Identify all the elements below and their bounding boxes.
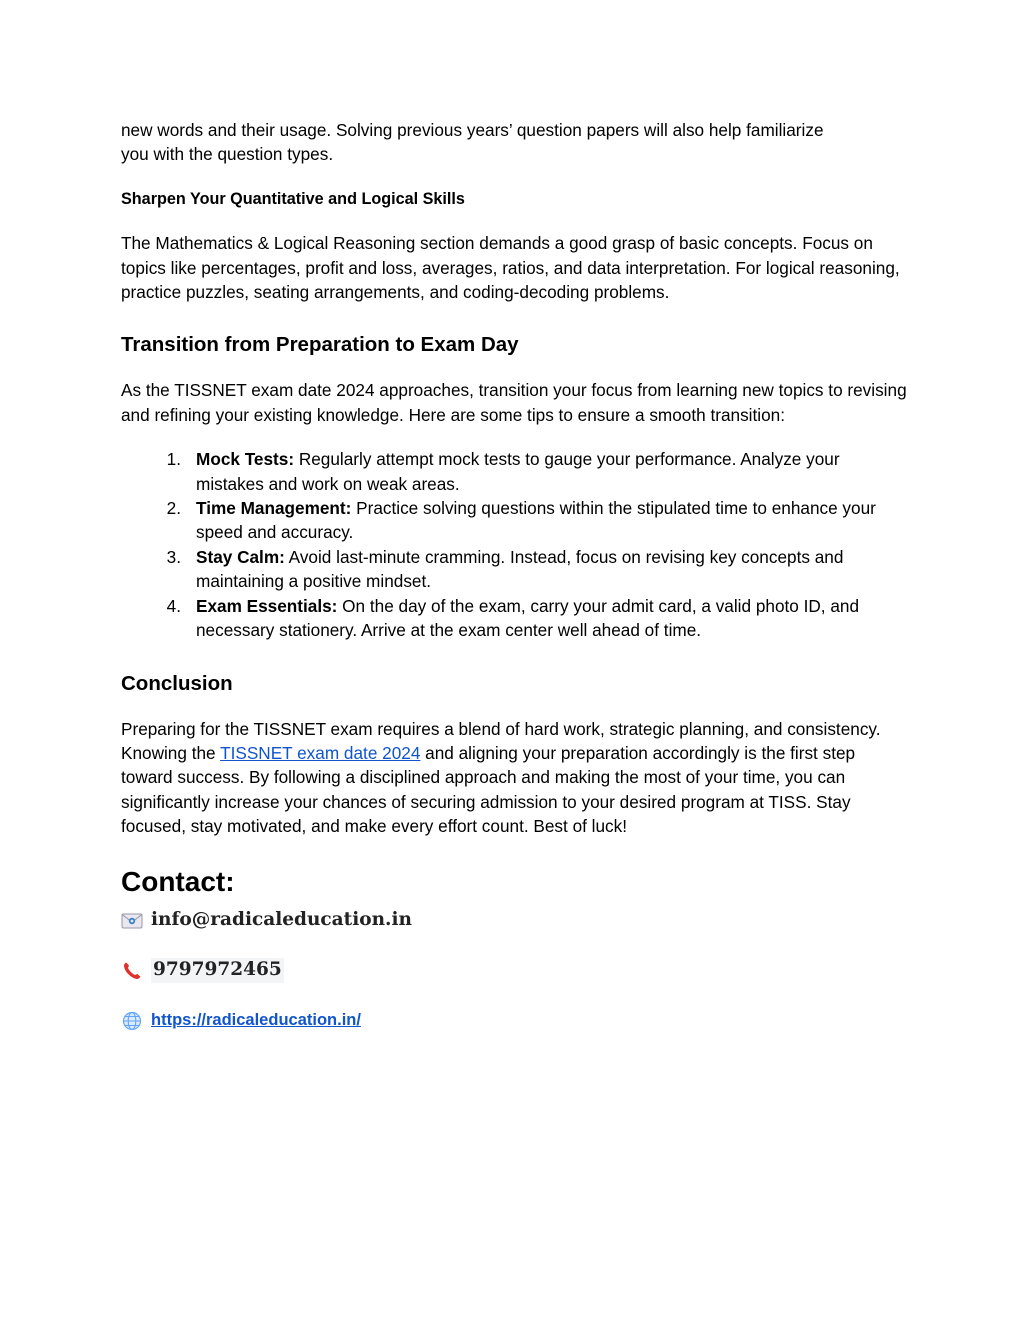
envelope-icon xyxy=(121,910,143,932)
website-link[interactable]: https://radicaleducation.in/ xyxy=(151,1011,361,1030)
transition-paragraph: As the TISSNET exam date 2024 approaches, transition your focus from learning new topics to revising and refining your existing knowledge. Here are some tips to ensure a smooth transition: xyxy=(121,380,907,425)
list-item-text: Regularly attempt mock tests to gauge your performance. Analyze your mistakes and work on weak areas. xyxy=(196,449,840,494)
exam-date-link[interactable]: TISSNET exam date 2024 xyxy=(220,742,421,763)
list-number: 1. xyxy=(166,449,181,470)
transition-heading: Transition from Preparation to Exam Day xyxy=(121,333,519,357)
list-item-text: On the day of the exam, carry your admit card, a valid photo ID, and necessary stationery. Arrive at the exam center well ahead of time. xyxy=(196,595,860,641)
list-number: 2. xyxy=(166,498,181,519)
conclusion-text-after: and aligning your preparation accordingly is the first step toward success. By following a disciplined approach and making the most of your time, you can significantly increase your chances of securing admission to your desired program at TISS. Stay focused, stay motivated, and make every effort count. Best of luck! xyxy=(121,742,856,837)
conclusion-heading: Conclusion xyxy=(121,671,233,695)
list-item xyxy=(121,496,911,545)
list-item xyxy=(121,447,911,496)
contact-email: info@radicaleducation.in xyxy=(151,909,412,931)
conclusion-text-before: Preparing for the TISSNET exam requires a blend of hard work, strategic planning, and consistency. Knowing the xyxy=(121,718,881,763)
conclusion-paragraph xyxy=(121,717,911,839)
list-item-label: Stay Calm: xyxy=(196,546,285,567)
contact-heading: Contact: xyxy=(121,865,235,897)
list-item-label: Exam Essentials: xyxy=(196,595,338,616)
list-item-label: Time Management: xyxy=(196,498,352,519)
telephone-icon xyxy=(121,960,143,982)
list-item xyxy=(121,594,911,643)
intro-line-2: you with the question types. xyxy=(121,144,334,165)
list-item xyxy=(121,545,911,594)
contact-phone-row xyxy=(121,957,911,985)
intro-line-1: new words and their usage. Solving previous years’ question papers will also help familiarize xyxy=(121,120,824,140)
contact-phone: 9797972465 xyxy=(151,958,284,982)
quant-paragraph: The Mathematics & Logical Reasoning section demands a good grasp of basic concepts. Focus on topics like percentages, profit and loss, averages, ratios, and data interpretation. For logical reasoning, practice puzzles, seating arrangements, and coding-decoding problems. xyxy=(121,233,900,303)
tips-list xyxy=(121,447,911,642)
list-item-text: Avoid last-minute cramming. Instead, focus on revising key concepts and maintaining a positive mindset. xyxy=(196,546,844,592)
list-number: 4. xyxy=(166,595,181,616)
list-number: 3. xyxy=(166,546,181,567)
contact-website-row xyxy=(121,1007,911,1035)
globe-icon xyxy=(121,1010,143,1032)
list-item-text: Practice solving questions within the stipulated time to enhance your speed and accuracy. xyxy=(196,498,876,543)
document-page xyxy=(121,118,911,1057)
list-item-label: Mock Tests: xyxy=(196,449,295,470)
contact-email-row xyxy=(121,907,911,935)
intro-paragraph xyxy=(121,118,911,167)
quant-heading: Sharpen Your Quantitative and Logical Skills xyxy=(121,189,465,208)
